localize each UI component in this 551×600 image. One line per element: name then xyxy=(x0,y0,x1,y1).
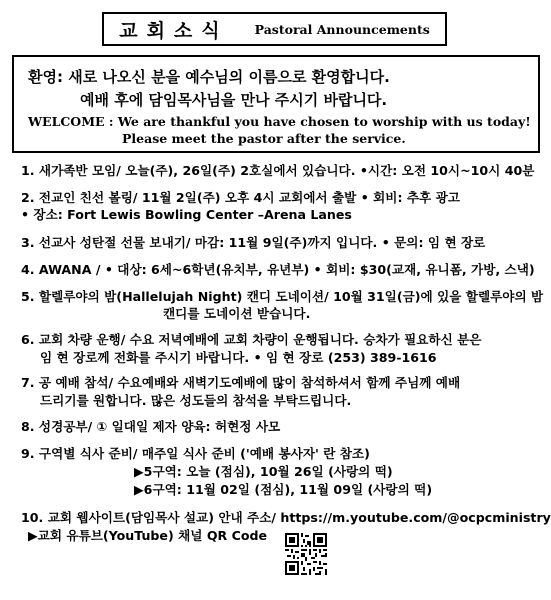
announcement-1-new-family: 1. 새가족반 모임/ 오늘(주), 26일(주) 2호실에서 있습니다. •시간: 오전 10시~10시 40분 xyxy=(21,163,535,178)
welcome-korean-line2: 예배 후에 담임목사님을 만나 주시기 바랍니다. xyxy=(80,91,388,109)
welcome-korean-line1: 환영: 새로 나오신 분을 예수님의 이름으로 환영합니다. xyxy=(28,68,390,86)
welcome-box xyxy=(12,55,540,153)
announcement-10-youtube: ▶교회 유튜브(YouTube) 채널 QR Code xyxy=(28,528,268,543)
announcement-4-awana: 4. AWANA / • 대상: 6세~6학년(유치부, 유년부) • 회비: $30(교재, 유니폼, 가방, 스낵) xyxy=(21,262,535,277)
announcement-2-bowling: 2. 전교인 친선 볼링/ 11월 2일(주) 오후 4시 교회에서 출발 • 회비: 추후 광고 xyxy=(21,190,460,205)
header-title-english: Pastoral Announcements xyxy=(254,21,430,37)
announcement-10-website: 10. 교회 웹사이트(담임목사 설교) 안내 주소/ https://m.youtube.com/@ocpcministry xyxy=(21,510,551,525)
qr-code-icon xyxy=(285,533,327,575)
announcement-5-continued: 캔디를 도네이션 받습니다. xyxy=(163,306,311,321)
welcome-english-line1: WELCOME : We are thankful you have chosen to worship with us today! xyxy=(28,114,531,129)
announcement-9-group-5: ▶5구역: 오늘 (점심), 10월 26일 (사랑의 떡) xyxy=(134,464,393,479)
header-box xyxy=(102,12,447,46)
announcement-7-continued: 드리기를 원합니다. 많은 성도들의 참석을 부탁드립니다. xyxy=(40,393,352,408)
announcement-8-bible-study: 8. 성경공부/ ① 일대일 제자 양육: 허현정 사모 xyxy=(21,419,281,434)
welcome-english-line2: Please meet the pastor after the service. xyxy=(122,131,406,146)
announcement-5-hallelujah-night: 5. 할렐루야의 밤(Hallelujah Night) 캔디 도네이션/ 10월 31일(금)에 있을 할렐루야의 밤 xyxy=(21,289,544,304)
announcement-3-missionary-gifts: 3. 선교사 성탄절 선물 보내기/ 마감: 11월 9일(주)까지 입니다. • 문의: 임 현 장로 xyxy=(21,235,486,250)
announcement-9-group-6: ▶6구역: 11월 02일 (점심), 11월 09일 (사랑의 떡) xyxy=(134,482,433,497)
header-title-korean: 교회소식 xyxy=(119,19,229,42)
announcement-7-worship: 7. 공 예배 참석/ 수요예배와 새벽기도예배에 많이 참석하셔서 함께 주님께 예배 xyxy=(21,375,461,390)
announcement-9-meals: 9. 구역별 식사 준비/ 매주일 식사 준비 ('예배 봉사자' 란 참조) xyxy=(21,446,370,461)
announcement-2-location: • 장소: Fort Lewis Bowling Center –Arena Lanes xyxy=(21,207,352,222)
announcement-6-church-van: 6. 교회 차량 운행/ 수요 저녁예배에 교회 차량이 운행됩니다. 승차가 필요하신 분은 xyxy=(21,332,482,347)
announcement-6-continued: 임 현 장로께 전화를 주시기 바랍니다. • 임 현 장로 (253) 389-1616 xyxy=(40,350,437,365)
